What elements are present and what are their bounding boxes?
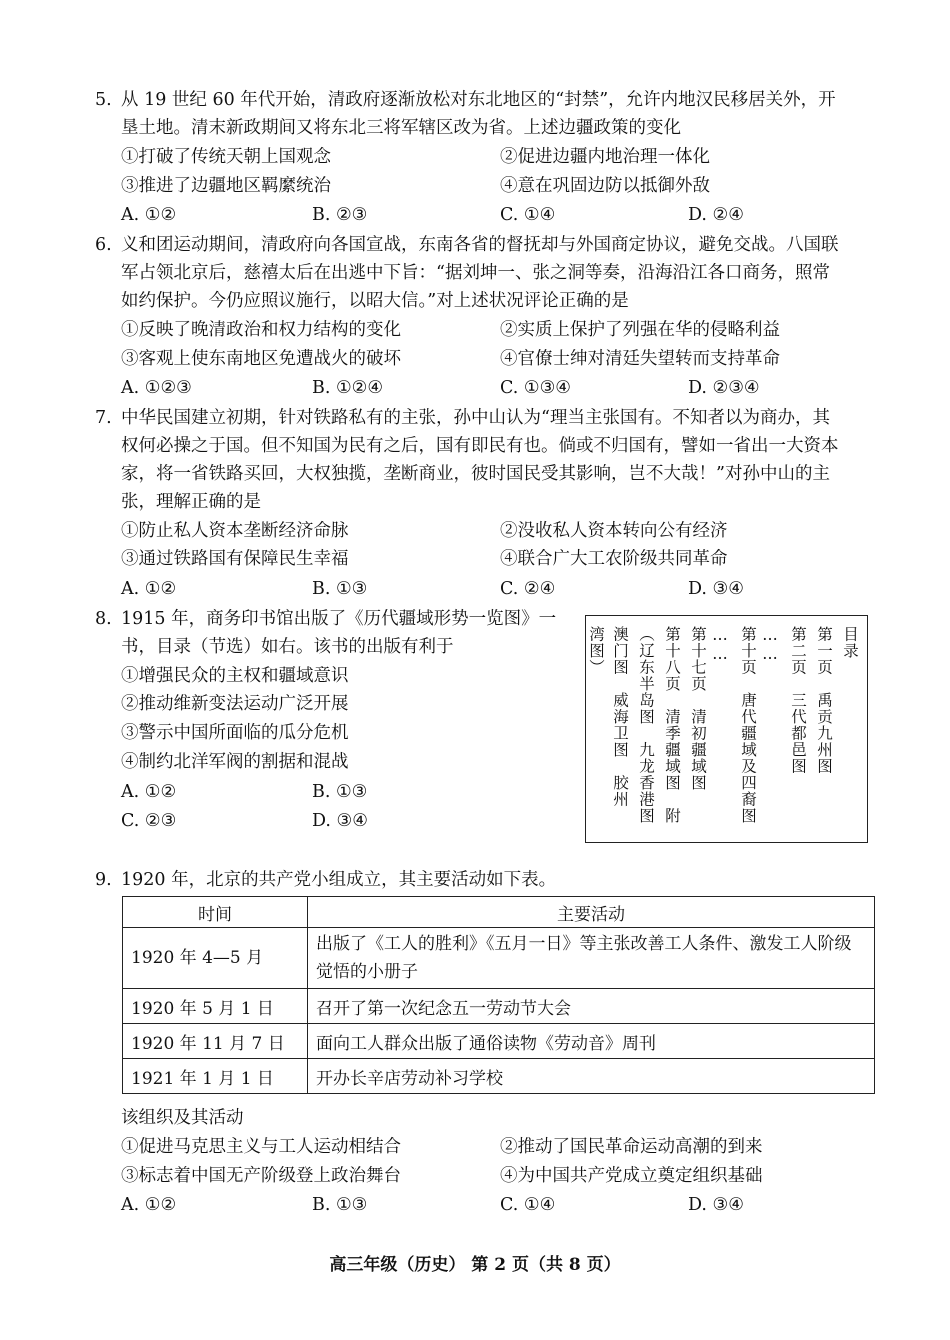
catalog-entry: （辽东半岛图 九龙香港图: [637, 626, 655, 824]
catalog-entry: 第十八页 清季疆域图 附: [663, 626, 681, 824]
q6-item-3: ③客观上使东南地区免遭战火的破坏: [121, 349, 401, 369]
q6-item-4: ④官僚士绅对清廷失望转而支持革命: [500, 349, 780, 369]
q9-choice-b: B. ①③: [312, 1195, 368, 1215]
q6-choice-c: C. ①③④: [500, 378, 571, 398]
q9-item-4: ④为中国共产党成立奠定组织基础: [500, 1166, 763, 1186]
q9-stem: 该组织及其活动: [121, 1108, 244, 1128]
q7-choice-d: D. ③④: [688, 579, 744, 599]
q5-item-2: ②促进边疆内地治理一体化: [500, 147, 710, 167]
q8-item-4: ④制约北洋军阀的割据和混战: [121, 752, 349, 772]
table-cell-time: 1921 年 1 月 1 日: [123, 1059, 308, 1094]
q8-item-3: ③警示中国所面临的瓜分危机: [121, 723, 349, 743]
table-row: [123, 1024, 875, 1059]
catalog-ellipsis: ……: [711, 626, 729, 664]
catalog-entry: 第十七页 清初疆域图: [689, 626, 707, 791]
q5-line-2: 垦土地。清末新政期间又将东北三将军辖区改为省。上述边疆政策的变化: [121, 118, 681, 138]
q5-line-1: 5. 从 19 世纪 60 年代开始，清政府逐渐放松对东北地区的“封禁”，允许内地汉民移居关外，开: [95, 90, 836, 110]
q6-line-2: 军占领北京后，慈禧太后在出逃中下旨：“据刘坤一、张之洞等奏，沿海沿江各口商务，照常: [121, 263, 830, 283]
table-header-time: 时间: [123, 897, 308, 928]
q8-item-1: ①增强民众的主权和疆域意识: [121, 666, 349, 686]
catalog-ellipsis: ……: [761, 626, 779, 664]
q7-line-3: 家，将一省铁路买回，大权独揽，垄断商业，彼时国民受其影响，岂不大哉！”对孙中山的主: [121, 464, 830, 484]
q5-item-4: ④意在巩固边防以抵御外敌: [500, 176, 710, 196]
q6-line-1: 6. 义和团运动期间，清政府向各国宣战，东南各省的督抚却与外国商定协议，避免交战。八国联: [95, 235, 839, 255]
q6-choice-a: A. ①②③: [121, 378, 192, 398]
q8-choice-d: D. ③④: [312, 811, 368, 831]
q7-line-1: 7. 中华民国建立初期，针对铁路私有的主张，孙中山认为“理当主张国有。不知者以为商办，其: [95, 408, 830, 428]
q8-choice-c: C. ②③: [121, 811, 177, 831]
table-row: [123, 989, 875, 1024]
catalog-entry: 第十页 唐代疆域及四裔图: [739, 626, 757, 824]
q5-item-1: ①打破了传统天朝上国观念: [121, 147, 331, 167]
q9-item-3: ③标志着中国无产阶级登上政治舞台: [121, 1166, 401, 1186]
catalog-entry: 湾图）: [587, 626, 605, 676]
q9-item-2: ②推动了国民革命运动高潮的到来: [500, 1137, 763, 1157]
q5-item-3: ③推进了边疆地区羁縻统治: [121, 176, 331, 196]
q5-choice-d: D. ②④: [688, 205, 744, 225]
page-footer: 高三年级（历史） 第 2 页（共 8 页）: [329, 1255, 621, 1275]
q7-line-4: 张，理解正确的是: [121, 492, 261, 512]
table-cell-activity: 召开了第一次纪念五一劳动节大会: [308, 989, 875, 1024]
table-cell-time: 1920 年 11 月 7 日: [123, 1024, 308, 1059]
q8-line-2: 书，目录（节选）如右。该书的出版有利于: [121, 637, 454, 657]
table-cell-activity: 面向工人群众出版了通俗读物《劳动音》周刊: [308, 1024, 875, 1059]
catalog-excerpt-box: [585, 615, 868, 843]
q9-choice-c: C. ①④: [500, 1195, 556, 1215]
q5-choice-b: B. ②③: [312, 205, 368, 225]
catalog-entry: 第二页 三代都邑图: [789, 626, 807, 775]
q9-item-1: ①促进马克思主义与工人运动相结合: [121, 1137, 401, 1157]
q7-item-4: ④联合广大工农阶级共同革命: [500, 549, 728, 569]
q6-choice-b: B. ①②④: [312, 378, 384, 398]
table-cell-time: 1920 年 4—5 月: [123, 928, 308, 989]
q7-item-1: ①防止私人资本垄断经济命脉: [121, 521, 349, 541]
q7-choice-c: C. ②④: [500, 579, 556, 599]
q7-choice-b: B. ①③: [312, 579, 368, 599]
q8-choice-b: B. ①③: [312, 782, 368, 802]
table-cell-activity: 出版了《工人的胜利》《五月一日》等主张改善工人条件、激发工人阶级觉悟的小册子: [308, 928, 875, 989]
q5-choice-c: C. ①④: [500, 205, 556, 225]
table-cell-activity: 开办长辛店劳动补习学校: [308, 1059, 875, 1094]
q6-line-3: 如约保护。今仍应照议施行，以昭大信。”对上述状况评论正确的是: [121, 291, 629, 311]
q7-item-2: ②没收私人资本转向公有经济: [500, 521, 728, 541]
q9-intro: 9. 1920 年，北京的共产党小组成立，其主要活动如下表。: [95, 870, 557, 890]
q6-item-2: ②实质上保护了列强在华的侵略利益: [500, 320, 780, 340]
table-row: [123, 1059, 875, 1094]
activities-table: [122, 896, 875, 1094]
q9-choice-a: A. ①②: [121, 1195, 177, 1215]
q7-choice-a: A. ①②: [121, 579, 177, 599]
catalog-entry: 澳门图 威海卫图 胶州: [611, 626, 629, 808]
q7-item-3: ③通过铁路国有保障民生幸福: [121, 549, 349, 569]
table-cell-time: 1920 年 5 月 1 日: [123, 989, 308, 1024]
q5-choice-a: A. ①②: [121, 205, 177, 225]
table-header-row: [123, 897, 875, 928]
table-row: [123, 928, 875, 989]
catalog-entry: 第一页 禹贡九州图: [815, 626, 833, 775]
q6-item-1: ①反映了晚清政治和权力结构的变化: [121, 320, 401, 340]
q8-line-1: 8. 1915 年，商务印书馆出版了《历代疆域形势一览图》一: [95, 609, 557, 629]
table-header-activity: 主要活动: [308, 897, 875, 928]
q9-choice-d: D. ③④: [688, 1195, 744, 1215]
q7-line-2: 权何必操之于国。但不知国为民有之后，国有即民有也。倘或不归国有，譬如一省出一大资本: [121, 436, 839, 456]
q8-item-2: ②推动维新变法运动广泛开展: [121, 694, 349, 714]
catalog-title: 目录: [841, 626, 859, 659]
q8-choice-a: A. ①②: [121, 782, 177, 802]
q6-choice-d: D. ②③④: [688, 378, 760, 398]
